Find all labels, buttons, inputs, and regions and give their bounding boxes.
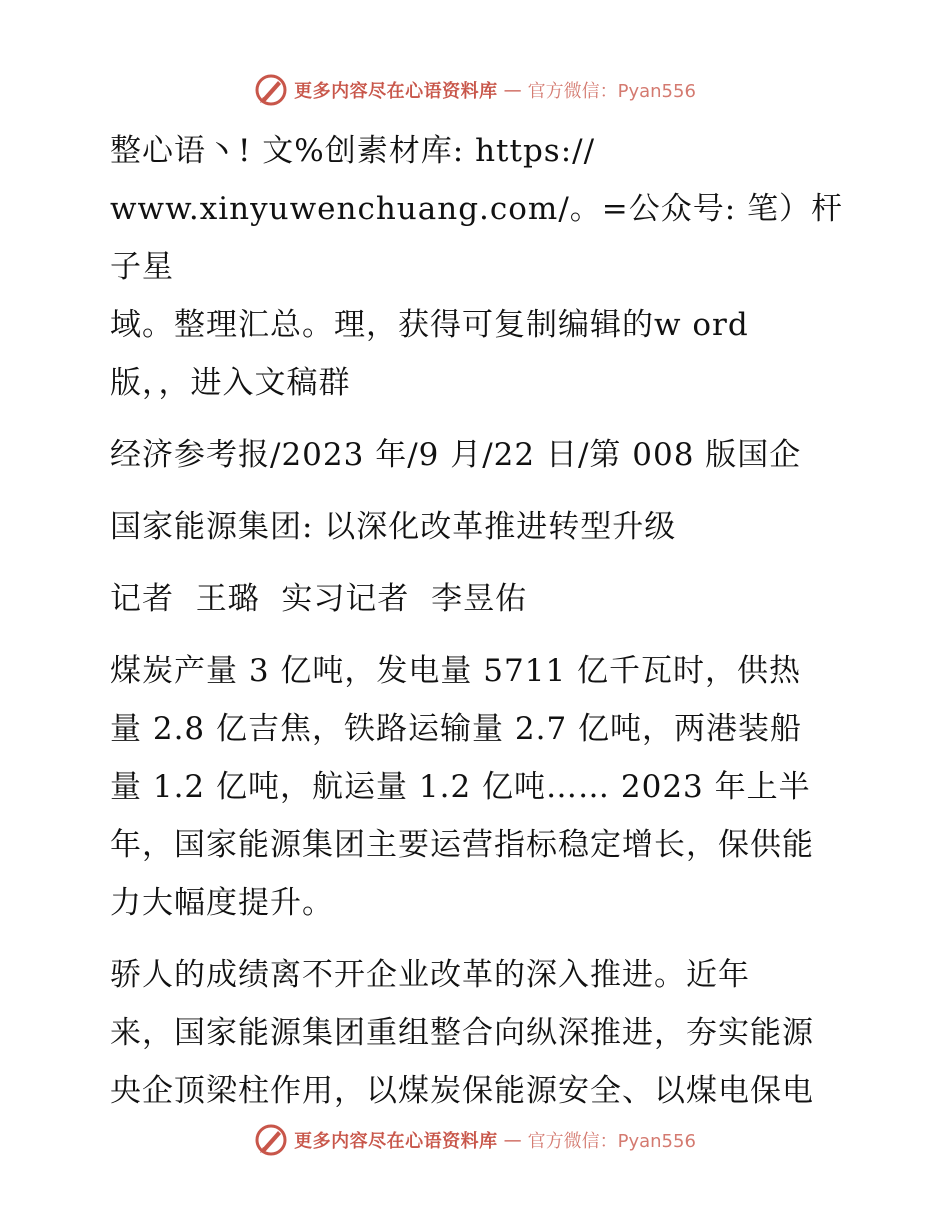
watermark-wechat: 官方微信：Pyan556 [527, 81, 696, 102]
source-notice-paragraph: 整心语丶! 文%创素材库: https:// www.xinyuwenchuang.com/。=公众号: 笔）杆子星 域。整理汇总。理，获得可复制编辑的w ord 版，，进入文稿群 [110, 133, 844, 401]
watermark-separator: — [503, 79, 522, 101]
footer-watermark [0, 1120, 950, 1160]
body-paragraph: 骄人的成绩离不开企业改革的深入推进。近年 来，国家能源集团重组整合向纵深推进，夯实能源 央企顶梁柱作用，以煤炭保能源安全、以煤电保电 [110, 957, 814, 1109]
body-paragraph: 煤炭产量 3 亿吨，发电量 5711 亿千瓦时，供热 量 2.8 亿吉焦，铁路运输量 2.7 亿吨，两港装船 量 1.2 亿吨，航运量 1.2 亿吨…… 2023 年上半 年，国家能源集团主要运营指标稳定增长，保供能 力大幅度提升。 [110, 653, 814, 921]
pen-logo-icon [254, 73, 288, 107]
header-watermark [0, 70, 950, 110]
pen-logo-icon [254, 1123, 288, 1157]
publication-line: 经济参考报/2023 年/9 月/22 日/第 008 版国企 [110, 437, 802, 473]
watermark-separator: — [503, 1129, 522, 1151]
watermark-wechat: 官方微信：Pyan556 [527, 1131, 696, 1152]
watermark-text: 更多内容尽在心语资料库 [294, 1131, 498, 1152]
document-body [98, 122, 850, 1134]
watermark-text: 更多内容尽在心语资料库 [294, 81, 498, 102]
byline: 记者 王璐 实习记者 李昱佑 [110, 581, 528, 617]
article-title: 国家能源集团: 以深化改革推进转型升级 [110, 509, 677, 545]
